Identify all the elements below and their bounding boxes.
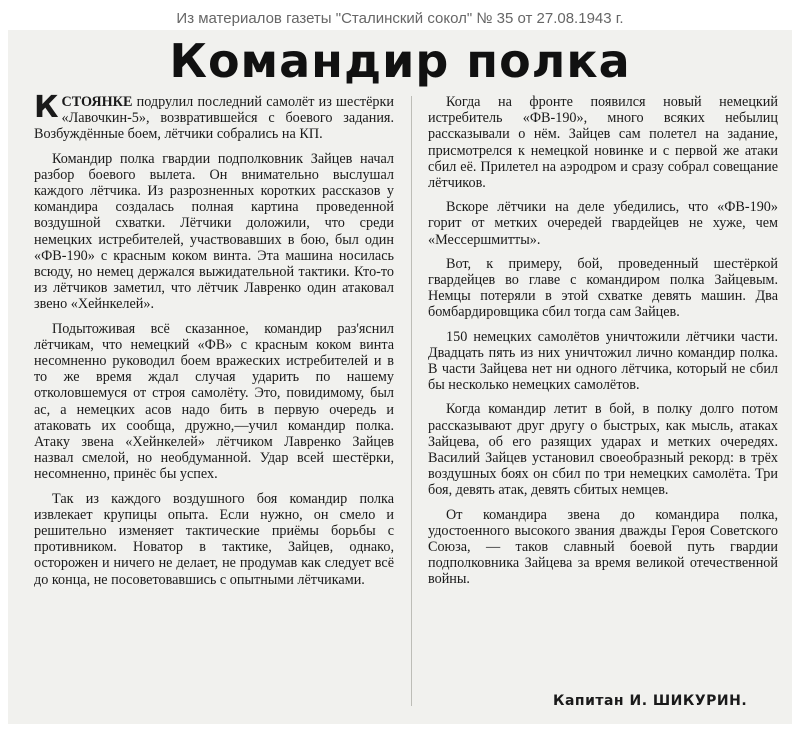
paragraph: Когда на фронте появился новый немецкий истребитель «ФВ-190», много всяких небылиц рассказывали о нём. Зайцев сам полетел на задание, присмотрелся к немецкой новинке и с первой же атаки сбил её. Прилетел на аэродром и сразу собрал совещание лётчиков. [428,94,778,192]
paragraph: Подытоживая всё сказанное, командир раз'яснил лётчикам, что немецкий «ФВ» с красным коком винта несомненно руководил боем вражеских истребителей и в то же время ждал случая ударить по нашему отколовшемуся от строя самолёту. Это, повидимому, был ас, а немецких асов надо бить в первую очередь и атаковать их сообща, дружно,—учил командир полка. Атаку звена «Хейнкелей» лётчиком Лавренко Зайцев назвал смелой, но необдуманной. Удар всей шестёрки, несомненно, принёс бы успех. [34,320,394,483]
article-column-right [428,94,778,596]
paragraph: От командира звена до командира полка, удостоенного высокого звания дважды Героя Советского Союза, — таков славный боевой путь гвардии подполковника Зайцева за время великой отечественной войны. [428,506,778,588]
paragraph: Когда командир летит в бой, в полку долго потом рассказывают друг другу о быстрых, как мысль, атаках Зайцева, об его разящих ударах и метких очередях. Василий Зайцев установил своеобразный рекорд: в трёх воздушных боях он сбил по три немецких самолёта. Три боя, девять атак, девять сбитых немцев. [428,401,778,499]
column-divider [411,96,412,706]
paragraph: Так из каждого воздушного боя командир полка извлекает крупицы опыта. Если нужно, он смело и решительно изменяет тактические приёмы борьбы с противником. Новатор в тактике, Зайцев, однако, осторожен и ничего не делает, не продумав как следует всё до конца, не посоветовавшись с опытными лётчиками. [34,490,394,588]
paragraph: 150 немецких самолётов уничтожили лётчики части. Двадцать пять из них уничтожил лично командир полка. В части Зайцева нет ни одного лётчика, который не сбил бы несколько немецких самолётов. [428,328,778,394]
paragraph [34,90,394,143]
newspaper-clipping [8,30,792,724]
author-signature: Капитан И. ШИКУРИН. [553,693,748,709]
lead-word: СТОЯНКЕ [61,94,133,110]
paragraph: Командир полка гвардии подполковник Зайцев начал разбор боевого вылета. Он внимательно выслушал каждого лётчика. Из разрозненных коротких рассказов у командира создалась полная картина проведенной воздушной схватки. Лётчики доложили, что среди немецких истребителей, участвовавших в бою, был один «ФВ-190» с красным коком винта. Эта машина носилась всюду, но немец держался выжидательной тактики. Кто-то из лётчиков заметил, что лётчик Лавренко один атаковал звено «Хейнкелей». [34,150,394,313]
article-headline: Командир полка [169,34,631,88]
source-caption: Из материалов газеты "Сталинский сокол" № 35 от 27.08.1943 г. [176,10,624,27]
article-column-left [34,90,394,596]
paragraph-text: подрулил последний самолёт из шестёрки «Лавочкин-5», возвратившейся с боевого задания. Возбуждённые боем, лётчики собрались на КП. [34,94,394,143]
paragraph: Вот, к примеру, бой, проведенный шестёркой гвардейцев во главе с командиром полка Зайцевым. Немцы потеряли в этой схватке девять машин. Два бомбардировщика сбил тогда сам Зайцев. [428,255,778,321]
drop-cap: К [34,90,59,125]
paragraph: Вскоре лётчики на деле убедились, что «ФВ-190» горит от метких очередей гвардейцев не хуже, чем «Мессершмитты». [428,199,778,248]
